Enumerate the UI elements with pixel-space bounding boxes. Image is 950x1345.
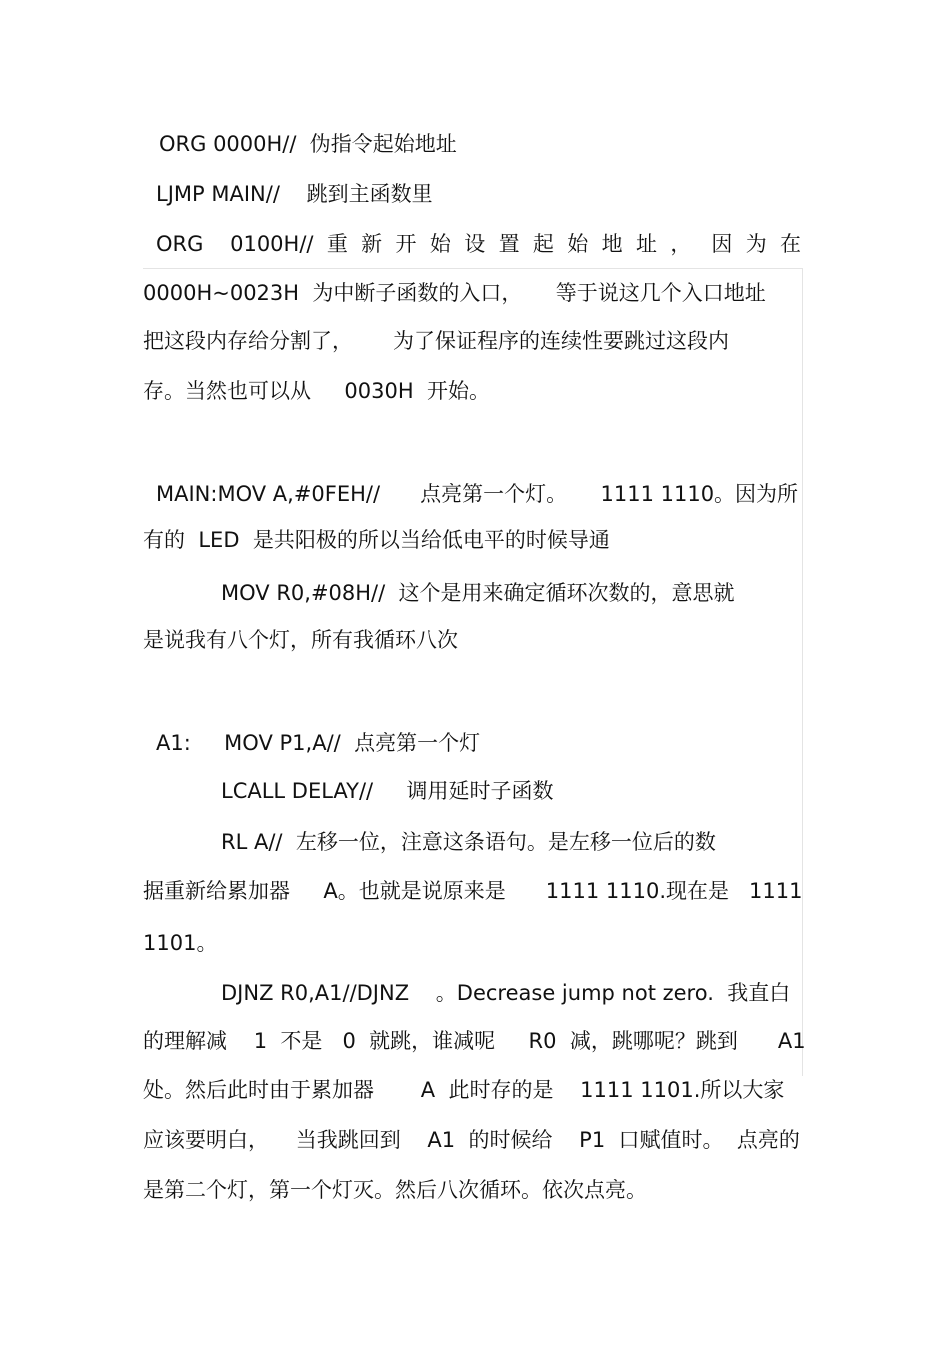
text-line-18: 处。然后此时由于累加器 A 此时存的是 1111 1101.所以大家 bbox=[143, 1078, 785, 1102]
text-line-5: 把这段内存给分割了， 为了保证程序的连续性要跳过这段内 bbox=[143, 329, 730, 353]
text-line-15: 1101。 bbox=[143, 931, 218, 955]
text-line-13: RL A// 左移一位，注意这条语句。是左移一位后的数 bbox=[221, 830, 716, 854]
text-line-7: MAIN:MOV A,#0FEH// 点亮第一个灯。 1111 1110。因为所 bbox=[156, 482, 799, 506]
text-line-14: 据重新给累加器 A。也就是说原来是 1111 1110.现在是 1111 bbox=[143, 879, 803, 903]
text-line-12: LCALL DELAY// 调用延时子函数 bbox=[221, 779, 554, 803]
text-line-2: LJMP MAIN// 跳到主函数里 bbox=[156, 182, 433, 206]
text-line-3: ORG 0100H// 重 新 开 始 设 置 起 始 地 址 ， 因 为 在 bbox=[156, 232, 802, 256]
text-line-20: 是第二个灯，第一个灯灭。然后八次循环。依次点亮。 bbox=[143, 1178, 647, 1202]
text-line-6: 存。当然也可以从 0030H 开始。 bbox=[143, 379, 490, 403]
text-line-17: 的理解减 1 不是 0 就跳，谁减呢 R0 减，跳哪呢？跳到 A1 bbox=[143, 1029, 806, 1053]
text-line-8: 有的 LED 是共阳极的所以当给低电平的时候导通 bbox=[143, 528, 610, 552]
text-line-11: A1: MOV P1,A// 点亮第一个灯 bbox=[156, 731, 481, 755]
text-line-1: ORG 0000H// 伪指令起始地址 bbox=[159, 132, 457, 156]
text-line-9: MOV R0,#08H// 这个是用来确定循环次数的，意思就 bbox=[221, 581, 735, 605]
text-line-4: 0000H~0023H 为中断子函数的入口， 等于说这几个入口地址 bbox=[143, 281, 766, 305]
text-line-16: DJNZ R0,A1//DJNZ 。Decrease jump not zero. 我直白 bbox=[221, 981, 791, 1005]
text-line-10: 是说我有八个灯，所有我循环八次 bbox=[143, 628, 458, 652]
text-line-19: 应该要明白， 当我跳回到 A1 的时候给 P1 口赋值时。 点亮的 bbox=[143, 1128, 800, 1152]
